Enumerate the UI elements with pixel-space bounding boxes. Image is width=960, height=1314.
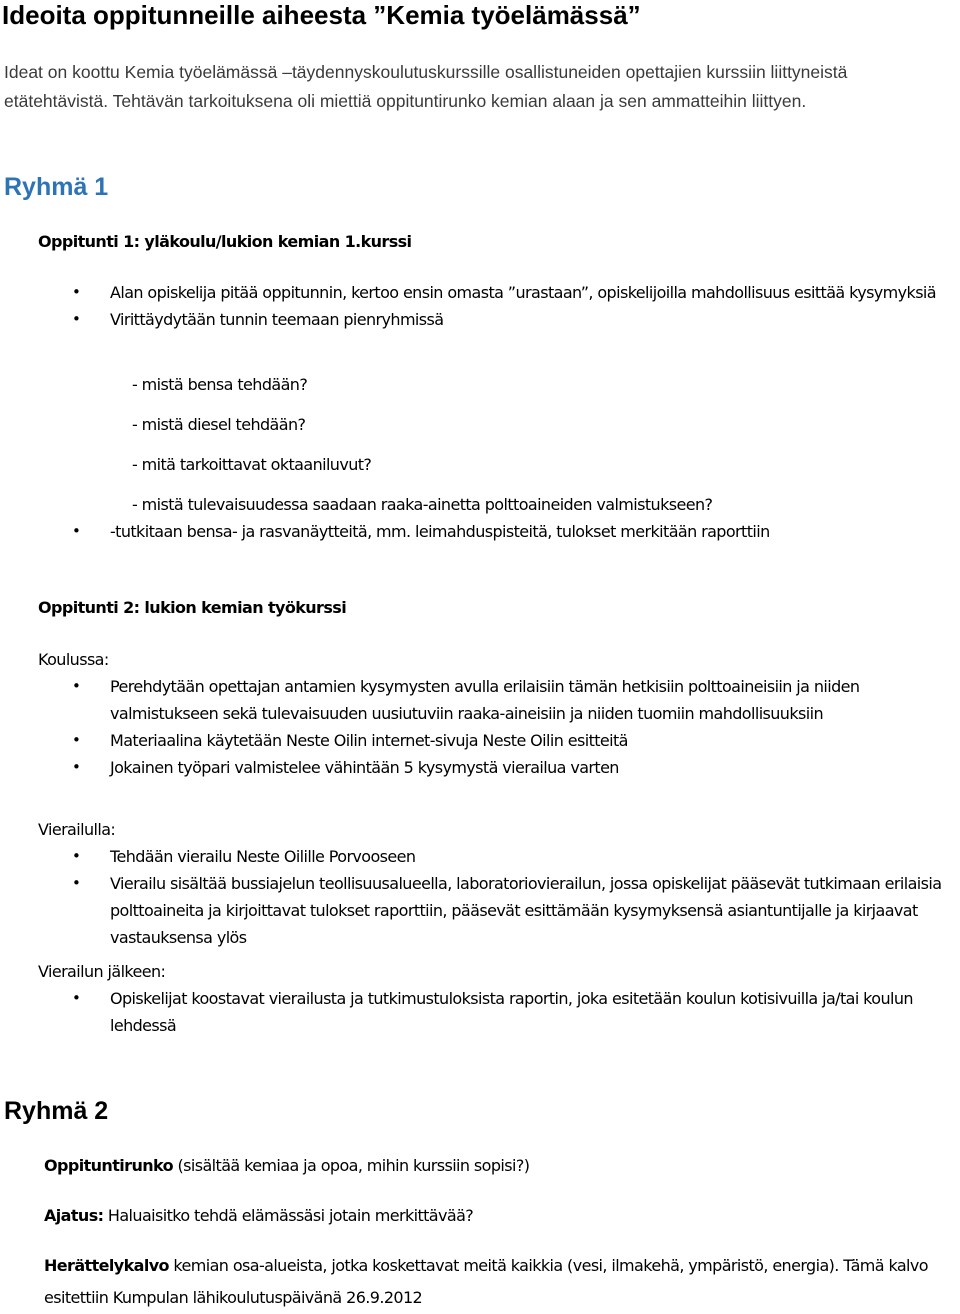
question-item: - mistä bensa tehdään? [132, 375, 308, 394]
bullet-icon: • [72, 847, 81, 865]
idea-paragraph [44, 1200, 944, 1232]
document-title: Ideoita oppitunneille aiheesta ”Kemia työelämässä” [2, 0, 641, 30]
visit-label: Vierailulla: [38, 820, 116, 839]
list-item: • Opiskelijat koostavat vierailusta ja tutkimustuloksista raportin, joka esitetään koulun kotisivuilla ja/tai koulun lehdessä [0, 985, 960, 1039]
list-item: • Tehdään vierailu Neste Oilille Porvooseen [0, 843, 960, 870]
wakeup-slide-label: Herättelykalvo [44, 1256, 169, 1275]
after-visit-label: Vierailun jälkeen: [38, 962, 166, 981]
list-item: • Alan opiskelija pitää oppitunnin, kertoo ensin omasta ”urastaan”, opiskelijoilla mahdollisuus esittää kysymyksiä [0, 279, 960, 306]
question-item: - mistä tulevaisuudessa saadaan raaka-ainetta polttoaineiden valmistukseen? [132, 495, 713, 514]
bullet-icon: • [72, 989, 81, 1007]
bullet-icon: • [72, 310, 81, 328]
lesson1-final-list [0, 518, 960, 545]
list-item: • -tutkitaan bensa- ja rasvanäytteitä, mm. leimahduspisteitä, tulokset merkitään raporttiin [0, 518, 960, 545]
lesson1-heading: Oppitunti 1: yläkoulu/lukion kemian 1.kurssi [38, 232, 412, 251]
bullet-icon: • [72, 283, 81, 301]
lesson-frame-text: (sisältää kemiaa ja opoa, mihin kurssiin sopisi?) [173, 1156, 530, 1175]
list-item: • Materiaalina käytetään Neste Oilin internet-sivuja Neste Oilin esitteitä [0, 727, 960, 754]
after-visit-bullet-list [0, 985, 960, 1039]
question-item: - mitä tarkoittavat oktaaniluvut? [132, 455, 372, 474]
bullet-icon: • [72, 731, 81, 749]
list-item: • Perehdytään opettajan antamien kysymysten avulla erilaisiin tämän hetkisiin polttoaineisiin ja niiden valmistukseen sekä tulevaisuuden uusiutuviin raaka-aineisiin ja niiden tuomiin mahdollisuuksiin [0, 673, 960, 727]
idea-text: Haluaisitko tehdä elämässäsi jotain merkittävää? [103, 1206, 474, 1225]
lesson2-heading: Oppitunti 2: lukion kemian työkurssi [38, 598, 347, 617]
lesson-frame-paragraph [44, 1150, 944, 1182]
wakeup-slide-text: kemian osa-alueista, jotka koskettavat meitä kaikkia (vesi, ilmakehä, ympäristö, energia). Tämä kalvo esitettiin Kumpulan lähikoulutuspäivänä 26.9.2012 [44, 1256, 928, 1307]
school-label: Koulussa: [38, 650, 109, 669]
intro-paragraph: Ideat on koottu Kemia työelämässä –täydennyskoulutuskurssille osallistuneiden opettajien kurssiin liittyneistä etätehtävistä. Tehtävän tarkoituksena oli miettiä oppituntirunko kemian alaan ja sen ammatteihin liittyen. [4, 62, 848, 111]
school-bullet-list [0, 673, 960, 781]
list-item: • Vierailu sisältää bussiajelun teollisuusalueella, laboratoriovierailun, jossa opiskelijat pääsevät tutkimaan erilaisia polttoaineita ja kirjoittavat tulokset raporttiin, pääsevät esittämään kysymyksensä asiantuntijalle ja kirjaavat vastauksensa ylös [0, 870, 960, 951]
lesson-frame-label: Oppituntirunko [44, 1156, 174, 1175]
list-item: • Jokainen työpari valmistelee vähintään 5 kysymystä vierailua varten [0, 754, 960, 781]
group1-heading: Ryhmä 1 [4, 173, 109, 201]
wakeup-slide-paragraph [44, 1250, 944, 1314]
visit-bullet-list [0, 843, 960, 951]
bullet-icon: • [72, 677, 81, 695]
list-item: • Virittäydytään tunnin teemaan pienryhmissä [0, 306, 960, 333]
bullet-icon: • [72, 758, 81, 776]
idea-label: Ajatus: [44, 1206, 104, 1225]
bullet-icon: • [72, 522, 81, 540]
group2-heading: Ryhmä 2 [4, 1097, 109, 1125]
lesson1-bullet-list [0, 279, 960, 333]
bullet-icon: • [72, 874, 81, 892]
question-item: - mistä diesel tehdään? [132, 415, 306, 434]
